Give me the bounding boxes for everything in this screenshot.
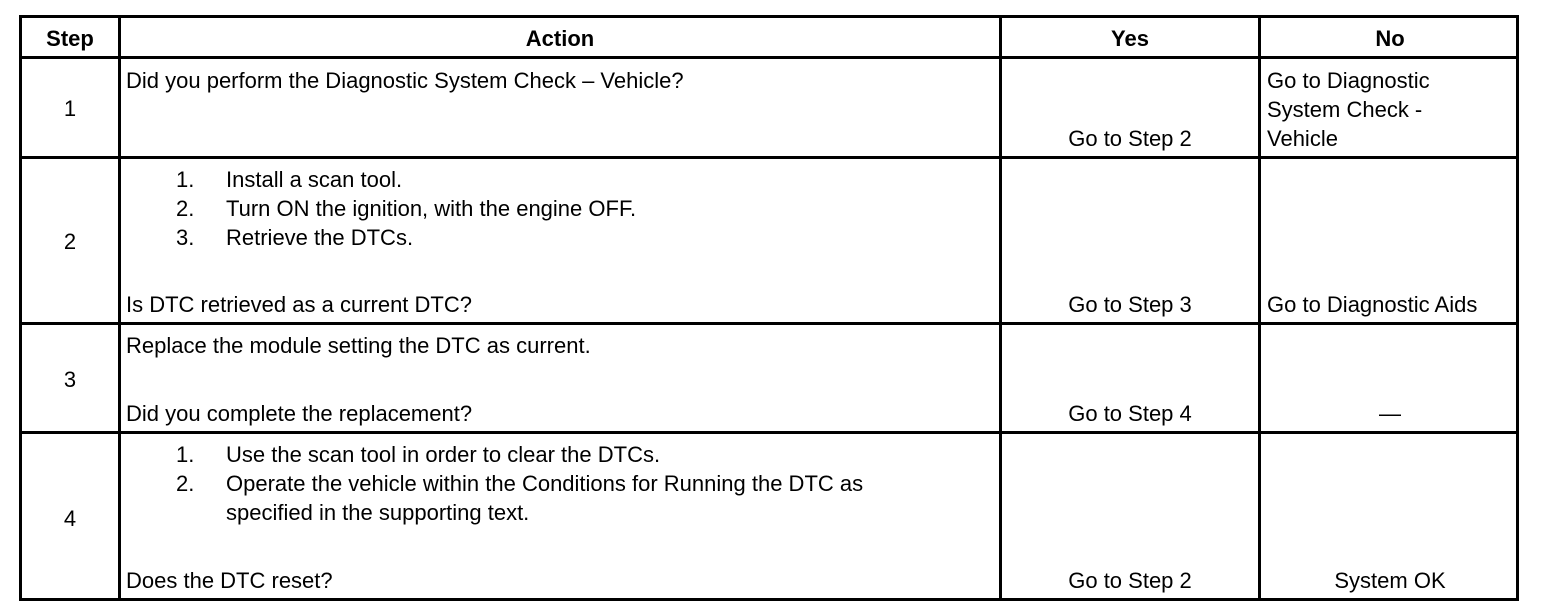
step-number: 3 <box>63 367 77 392</box>
action-instruction: Replace the module setting the DTC as current. <box>126 333 591 358</box>
column-divider <box>118 18 121 598</box>
no-result: Go to Diagnostic Aids <box>1267 292 1478 317</box>
list-item: 2. Operate the vehicle within the Conditions for Running the DTC as specified in the supporting text. <box>176 471 864 525</box>
action-question: Did you complete the replacement? <box>126 401 473 426</box>
header-no: No <box>1375 26 1405 51</box>
yes-result: Go to Step 2 <box>1068 568 1192 593</box>
action-question: Is DTC retrieved as a current DTC? <box>126 292 472 317</box>
row-divider <box>22 431 1516 434</box>
yes-result: Go to Step 3 <box>1068 292 1192 317</box>
action-steps-list <box>126 440 863 527</box>
list-item: 3. Retrieve the DTCs. <box>176 225 414 250</box>
header-step: Step <box>46 26 94 51</box>
action-question: Does the DTC reset? <box>126 568 333 593</box>
no-result: — <box>1379 401 1401 426</box>
diagnostic-table <box>19 15 1519 601</box>
header-yes: Yes <box>1111 26 1149 51</box>
step-number: 1 <box>63 96 77 121</box>
no-result: Go to Diagnostic System Check - Vehicle <box>1267 68 1430 151</box>
action-steps-list <box>126 165 636 252</box>
step-number: 2 <box>63 229 77 254</box>
action-question: Did you perform the Diagnostic System Check – Vehicle? <box>126 68 684 93</box>
row-divider <box>22 156 1516 159</box>
list-item: 1. Install a scan tool. <box>176 167 403 192</box>
row-divider <box>22 322 1516 325</box>
row-divider <box>22 56 1516 59</box>
no-result: System OK <box>1334 568 1446 593</box>
list-item: 2. Turn ON the ignition, with the engine OFF. <box>176 196 637 221</box>
header-action: Action <box>525 26 595 51</box>
step-number: 4 <box>63 506 77 531</box>
list-item: 1. Use the scan tool in order to clear the DTCs. <box>176 442 661 467</box>
yes-result: Go to Step 2 <box>1068 126 1192 151</box>
column-divider <box>1258 18 1261 598</box>
yes-result: Go to Step 4 <box>1068 401 1192 426</box>
